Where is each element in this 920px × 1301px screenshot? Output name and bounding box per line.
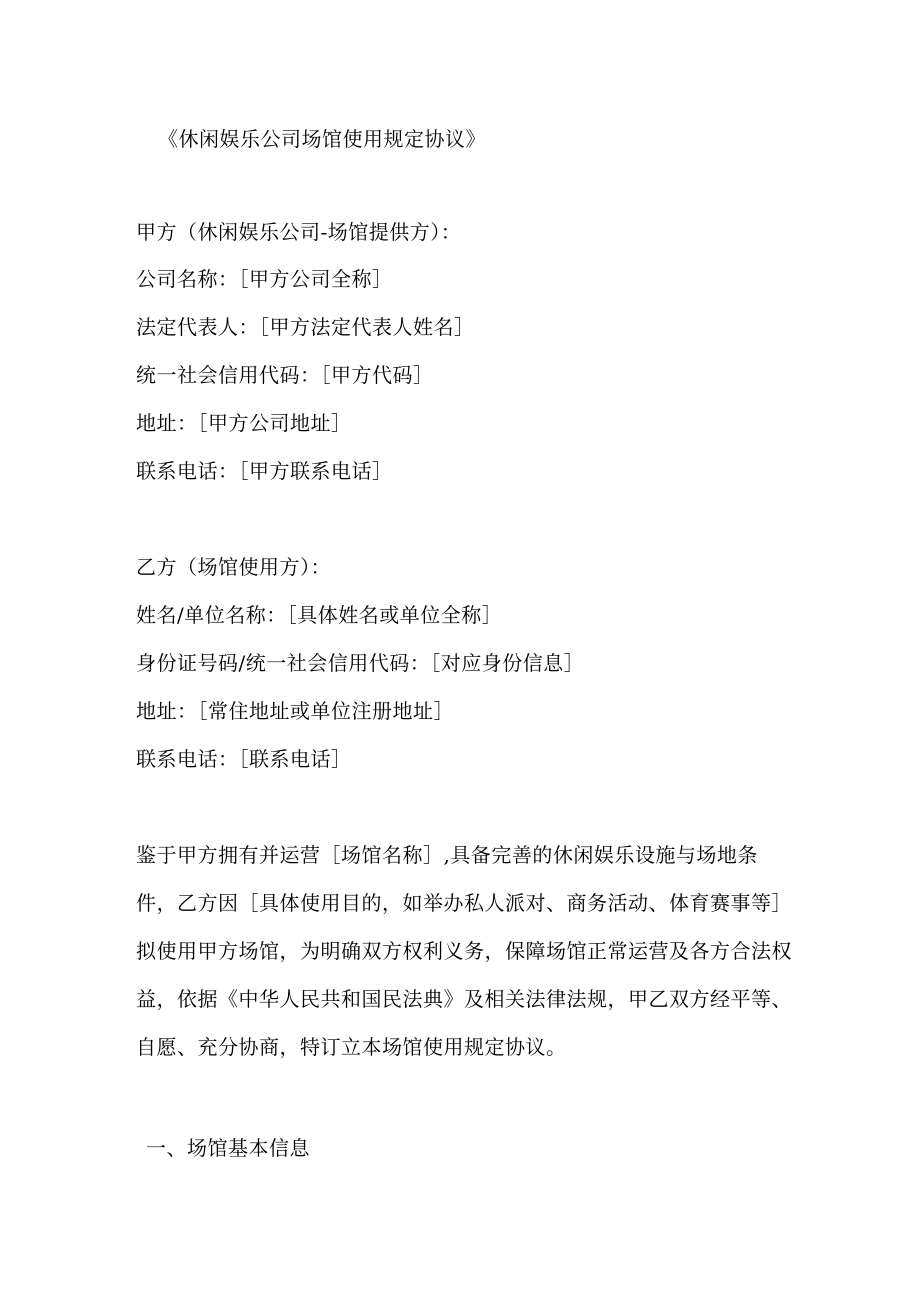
preamble-line: 鉴于甲方拥有并运营［场馆名称］,具备完善的休闲娱乐设施与场地条 [136, 843, 758, 867]
preamble-line: 自愿、充分协商，特订立本场馆使用规定协议。 [136, 1035, 567, 1059]
party-a-address: 地址：［甲方公司地址］ [136, 411, 352, 435]
party-b-id: 身份证号码/统一社会信用代码：［对应身份信息］ [136, 651, 585, 675]
party-a-phone: 联系电话：［甲方联系电话］ [136, 459, 393, 483]
document-title: 《休闲娱乐公司场馆使用规定协议》 [158, 127, 486, 151]
party-a-legal-rep: 法定代表人：［甲方法定代表人姓名］ [136, 315, 475, 339]
section-heading: 一、场馆基本信息 [146, 1136, 310, 1160]
party-a-credit-code: 统一社会信用代码：［甲方代码］ [136, 363, 434, 387]
party-a-heading: 甲方（休闲娱乐公司-场馆提供方）： [136, 220, 462, 244]
preamble-line: 件，乙方因［具体使用目的，如举办私人派对、商务活动、体育赛事等］ [136, 891, 792, 915]
preamble-line: 拟使用甲方场馆，为明确双方权利义务，保障场馆正常运营及各方合法权 [136, 939, 792, 963]
party-a-company-name: 公司名称：［甲方公司全称］ [136, 267, 393, 291]
party-b-heading: 乙方（场馆使用方）： [136, 555, 331, 579]
preamble-line: 益，依据《中华人民共和国民法典》及相关法律法规，甲乙双方经平等、 [136, 987, 792, 1011]
party-b-phone: 联系电话：［联系电话］ [136, 747, 352, 771]
party-b-name: 姓名/单位名称：［具体姓名或单位全称］ [136, 603, 503, 627]
party-b-address: 地址：［常住地址或单位注册地址］ [136, 699, 454, 723]
